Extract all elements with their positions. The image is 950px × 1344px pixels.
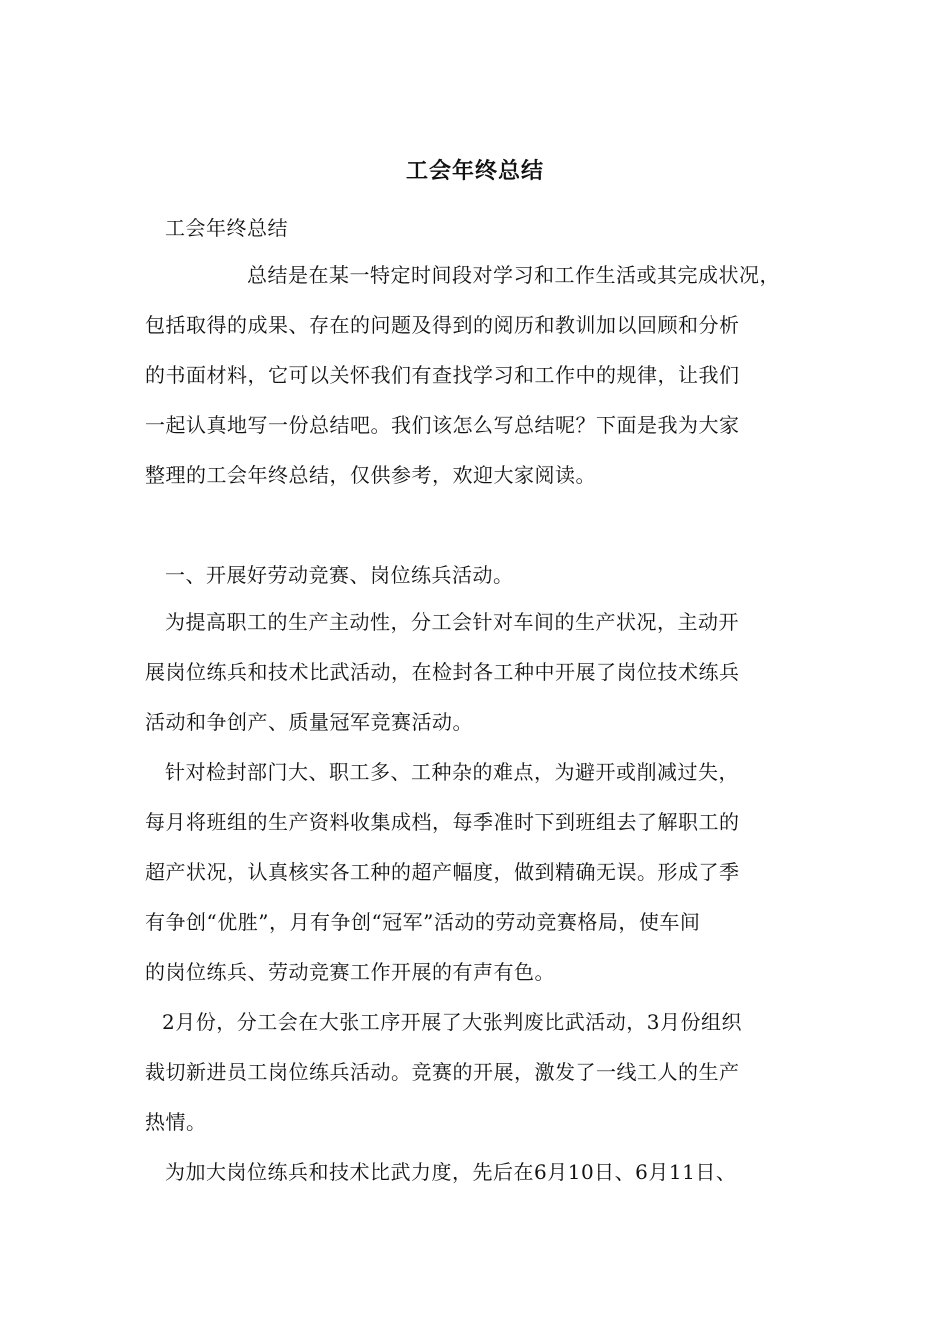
text-line: 活动和争创产、质量冠军竞赛活动。 bbox=[145, 710, 473, 734]
text-line: 为提高职工的生产主动性，分工会针对车间的生产状况，主动开 bbox=[165, 610, 739, 634]
text-line: 2月份，分工会在大张工序开展了大张判废比武活动，3月份组织 bbox=[162, 1010, 742, 1034]
text-line: 一起认真地写一份总结吧。我们该怎么写总结呢？下面是我为大家 bbox=[145, 413, 740, 437]
text-line: 超产状况，认真核实各工种的超产幅度，做到精确无误。形成了季 bbox=[145, 860, 740, 884]
text-line: 热情。 bbox=[145, 1110, 207, 1134]
text-line: 包括取得的成果、存在的问题及得到的阅历和教训加以回顾和分析 bbox=[145, 313, 740, 337]
text-line: 展岗位练兵和技术比武活动，在检封各工种中开展了岗位技术练兵 bbox=[145, 660, 740, 684]
text-line: 为加大岗位练兵和技术比武力度，先后在6月10日、6月11日、 bbox=[165, 1160, 737, 1184]
section-heading: 一、开展好劳动竞赛、岗位练兵活动。 bbox=[165, 563, 514, 587]
text-line: 的岗位练兵、劳动竞赛工作开展的有声有色。 bbox=[145, 960, 555, 984]
document-title: 工会年终总结 bbox=[405, 158, 544, 184]
subtitle-line: 工会年终总结 bbox=[165, 216, 288, 240]
text-line: 有争创“优胜”，月有争创“冠军”活动的劳动竞赛格局，使车间 bbox=[145, 910, 701, 934]
text-line: 裁切新进员工岗位练兵活动。竞赛的开展，激发了一线工人的生产 bbox=[145, 1060, 740, 1084]
text-line: 总结是在某一特定时间段对学习和工作生活或其完成状况， bbox=[247, 263, 780, 287]
text-line: 针对检封部门大、职工多、工种杂的难点，为避开或削减过失， bbox=[165, 760, 739, 784]
text-line: 整理的工会年终总结，仅供参考，欢迎大家阅读。 bbox=[145, 463, 596, 487]
text-line: 的书面材料，它可以关怀我们有查找学习和工作中的规律，让我们 bbox=[145, 363, 740, 387]
text-line: 每月将班组的生产资料收集成档，每季准时下到班组去了解职工的 bbox=[145, 810, 740, 834]
